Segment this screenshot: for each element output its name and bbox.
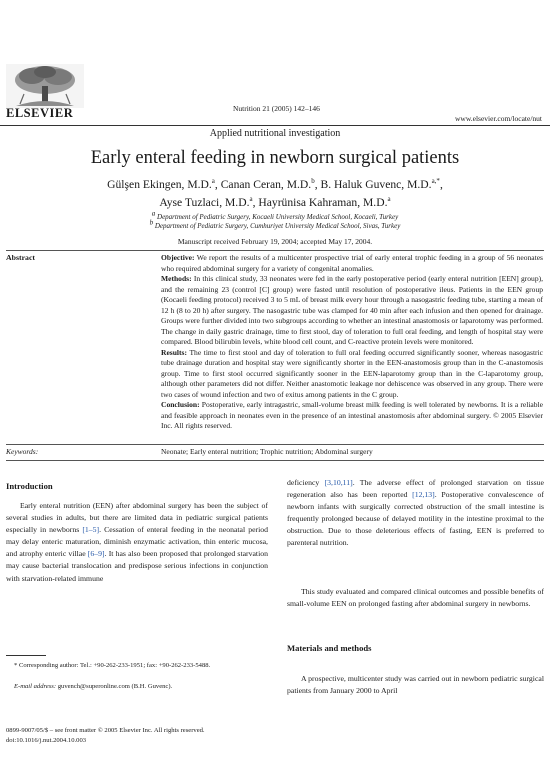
copyright-block (6, 726, 205, 745)
author-name: Canan Ceran, M.D. (220, 178, 312, 191)
section-label: Applied nutritional investigation (209, 128, 341, 139)
issn-line: 0899-9007/05/$ – see front matter © 2005 Elsevier Inc. All rights reserved. (6, 727, 205, 734)
doi-line[interactable]: doi:10.1016/j.nut.2004.10.003 (6, 736, 87, 744)
abstract-label: Abstract (6, 253, 36, 262)
affiliation: $^b$ Department of Pediatric Surgery, Cumhuriyet University Medical School, Sivas, Turkey (149, 218, 401, 230)
abstract-results: The time to first stool and day of toleration to full oral feeding occurred significantly sooner, whereas nasogastric tube drainage duration and hospital stay were significantly shorter in the EEN-anastomosis group than in the C-anastomosis group. Time to first stool occurred significantly sooner in the EEN-laparotomy group than in the C-laparotomy group, although other parameters did not differ. Neither anastomotic leakage nor dehiscence was observed in any group. There were two cases of wound infection and two of exitus among patients in the C group. (161, 347, 543, 399)
author-affiliation-mark: a,* (431, 177, 440, 186)
citation-link[interactable]: [12,13] (412, 490, 435, 500)
citation-link[interactable]: [3,10,11] (324, 478, 353, 487)
email-footnote: E-mail address: guvench@superonline.com (B.H. Guvenc). (14, 683, 173, 690)
journal-citation: Nutrition 21 (2005) 142–146 (233, 104, 320, 113)
author-name: B. Haluk Guvenc, M.D. (320, 178, 432, 191)
introduction-paragraph: Early enteral nutrition (EEN) after abdominal surgery has been the subject of several studies in adults, but there are limited data in pediatric surgical patients especially in newborns [1–5]. Cessation of enteral feeding in the neonatal period may delay enteric maturation, diminish enzymatic activation, thin enteric mucosa, and atrophy enteric villae [6–9]. It has also been proposed that prolonged starvation may cause bacterial translocation and predispose serious infections in conjunction with starvation-related immune (6, 501, 268, 583)
footnote-rule (6, 655, 46, 656)
methods-paragraph: A prospective, multicenter study was carried out in newborn pediatric surgical patients from January 2000 to April (287, 674, 544, 696)
author-affiliation-mark: a (211, 177, 215, 186)
keywords-top-rule (6, 444, 544, 445)
corresponding-author-footnote: * Corresponding author: Tel.: +90-262-233-1951; fax: +90-262-233-5488. (14, 662, 211, 669)
author-line-1: Gülşen Ekingen, M.D.$^a$, Canan Ceran, M.D.$^b$, B. Haluk Guvenc, M.D.$^{a,*}$, (107, 177, 443, 191)
keywords-bottom-rule (6, 460, 544, 461)
received-dates: Manuscript received February 19, 2004; accepted May 17, 2004. (177, 237, 373, 246)
author-name: Gülşen Ekingen, M.D. (107, 178, 212, 191)
abstract-top-rule (6, 250, 544, 251)
author-affiliation-mark: a (387, 195, 391, 204)
affiliation: $^a$ Department of Pediatric Surgery, Kocaeli University Medical School, Kocaeli, Turkey (151, 209, 399, 221)
email-link[interactable]: guvench@superonline.com (B.H. Guvenc). (57, 683, 173, 690)
elsevier-tree-logo (6, 64, 84, 108)
author-affiliation-mark: a (249, 195, 253, 204)
publisher-name: ELSEVIER (6, 106, 74, 120)
keywords-label: Keywords: (6, 447, 39, 456)
author-name: Hayrünisa Kahraman, M.D. (258, 196, 388, 209)
section-heading-introduction: Introduction (6, 481, 53, 491)
author-affiliation-mark: b (311, 177, 315, 186)
author-line-2: Ayse Tuzlaci, M.D.$^a$, Hayrünisa Kahraman, M.D.$^a$ (159, 195, 391, 209)
section-heading-methods: Materials and methods (287, 643, 372, 653)
abstract-objective: We report the results of a multicenter prospective trial of early enteral trophic feeding in a group of 56 neonates who required abdominal surgery for a variety of congenital anomalies. (161, 253, 543, 273)
abstract-body: Objective: We report the results of a multicenter prospective trial of early enteral trophic feeding in a group of 56 neonates who required abdominal surgery for a variety of congenital anomalies. Methods: In this clinical study, 33 neonates were fed in the early postoperative period (early enteral nutrition [EEN] group), and the remaining 23 (control [C] group) were fasted until resolution of postoperative ileus. Patients in the EEN group (Kocaeli feeding protocol) received 3 to 5 mL of breast milk every hour through a nasogastric feeding tube, starting a mean of 12 h (8 to 20 h) after surgery. The nasogastric tube was clamped for 40 min after each infusion and then opened for drainage. Groups were further divided into two subgroups according to whether an intestinal anastomosis or laparotomy was performed. The change in daily gastric drainage, time to first stool, day of toleration to full oral feeding, and length of hospital stay were compared. Blood bilirubin levels, white blood cell count, and C-reactive protein levels were monitored. Results: The time to first stool and day of toleration to full oral feeding occurred significantly sooner, whereas nasogastric tube drainage duration and hospital stay were significantly shorter in the EEN-anastomosis group than in the C-anastomosis group. Time to first stool occurred significantly sooner in the EEN-laparotomy group than in the C-laparotomy group, although other parameters did not differ. Neither anastomotic leakage nor dehiscence was observed in any group. There were two cases of wound infection and two of exitus among patients in the C group. Conclusion: Postoperative, early intragastric, small-volume breast milk feeding is well tolerated by newborns. It is a reliable and feasible approach in neonates even in the presence of an intestinal anastomosis after abdominal surgery. © 2005 Elsevier Inc. All rights reserved. (161, 253, 544, 430)
introduction-paragraph: deficiency [3,10,11]. The adverse effect of prolonged starvation on tissue regeneration also has been reported [12,13]. Postoperative convalescence of newborn infants with surgically corrected obstruction of the small intestine is frequently prolonged because of delayed motility in the intestine proximal to the obstruction. Due to those deleterious effects of fasting, EEN is preferred to parenteral nutrition. (287, 478, 544, 548)
citation-link[interactable]: [1–5] (82, 525, 100, 535)
keywords-list: Neonate; Early enteral nutrition; Trophic nutrition; Abdominal surgery (161, 447, 373, 456)
introduction-paragraph: This study evaluated and compared clinical outcomes and possible benefits of small-volume EEN on prolonged fasting after abdominal surgery in newborns. (287, 587, 544, 609)
citation-link[interactable]: [6–9] (87, 549, 105, 559)
abstract-methods: In this clinical study, 33 neonates were fed in the early postoperative period (early enteral nutrition [EEN] group), and the remaining 23 (control [C] group) were fasted until resolution of postoperative ileus. Patients in the EEN group (Kocaeli feeding protocol) received 3 to 5 mL of breast milk every hour through a nasogastric feeding tube, starting a mean of 12 h (8 to 20 h) after surgery. The nasogastric tube was clamped for 40 min after each infusion and then opened for drainage. Groups were further divided into two subgroups according to whether an intestinal anastomosis or laparotomy was performed. The change in daily gastric drainage, time to first stool, day of toleration to full oral feeding, and length of hospital stay were compared. Blood bilirubin levels, white blood cell count, and C-reactive protein levels were monitored. (161, 274, 544, 346)
article-title: Early enteral feeding in newborn surgical patients (90, 148, 460, 168)
journal-url[interactable]: www.elsevier.com/locate/nut (455, 114, 542, 123)
author-name: Ayse Tuzlaci, M.D. (159, 196, 250, 209)
abstract-conclusion: Postoperative, early intragastric, small-volume breast milk feeding is well tolerated by newborns. It is a reliable and feasible approach in neonates even in the presence of an intestinal anastomosis after abdominal surgery. © 2005 Elsevier Inc. All rights reserved. (161, 400, 543, 430)
header-divider (0, 125, 550, 126)
